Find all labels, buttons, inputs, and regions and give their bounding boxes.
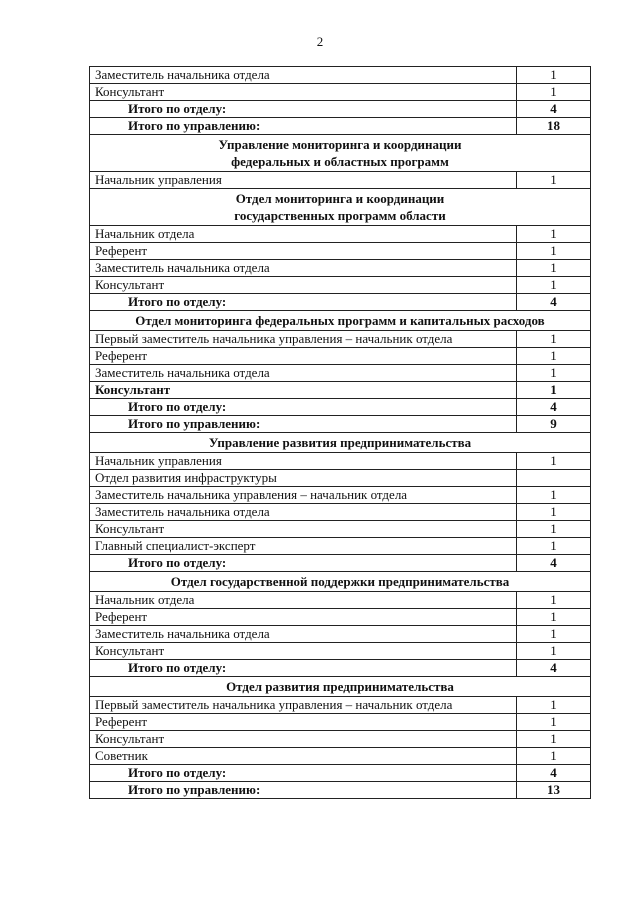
section-header (90, 135, 591, 172)
position-name: Консультант (90, 731, 517, 748)
total-row (90, 782, 591, 799)
position-name: Заместитель начальника отдела (90, 626, 517, 643)
position-count: 1 (517, 714, 591, 731)
total-count: 4 (517, 660, 591, 677)
position-name: Начальник управления (90, 453, 517, 470)
position-count: 1 (517, 609, 591, 626)
position-name: Референт (90, 243, 517, 260)
position-name: Консультант (90, 382, 517, 399)
position-name: Референт (90, 609, 517, 626)
staff-table (89, 66, 591, 799)
total-count: 4 (517, 294, 591, 311)
position-name: Первый заместитель начальника управления – начальник отдела (90, 697, 517, 714)
section-header-row (90, 189, 591, 226)
section-header-row (90, 677, 591, 697)
position-count: 1 (517, 453, 591, 470)
staff-table-body (90, 67, 591, 799)
position-name: Референт (90, 714, 517, 731)
position-row (90, 504, 591, 521)
position-count: 1 (517, 504, 591, 521)
section-header-line: Отдел государственной поддержки предпринимательства (170, 574, 510, 589)
position-row (90, 453, 591, 470)
position-count (517, 470, 591, 487)
position-row (90, 521, 591, 538)
total-label: Итого по отделу: (90, 294, 517, 311)
position-name: Заместитель начальника управления – начальник отдела (90, 487, 517, 504)
position-name: Начальник отдела (90, 226, 517, 243)
position-row (90, 277, 591, 294)
position-row (90, 609, 591, 626)
position-count: 1 (517, 643, 591, 660)
position-row (90, 470, 591, 487)
position-count: 1 (517, 592, 591, 609)
position-row (90, 243, 591, 260)
position-count: 1 (517, 697, 591, 714)
position-row (90, 348, 591, 365)
position-row (90, 382, 591, 399)
total-label: Итого по отделу: (90, 101, 517, 118)
position-count: 1 (517, 487, 591, 504)
section-header-line: Управление развития предпринимательства (208, 435, 472, 450)
position-name: Отдел развития инфраструктуры (90, 470, 517, 487)
position-name: Консультант (90, 521, 517, 538)
position-row (90, 538, 591, 555)
total-row (90, 399, 591, 416)
total-label: Итого по отделу: (90, 555, 517, 572)
total-row (90, 660, 591, 677)
total-label: Итого по управлению: (90, 118, 517, 135)
position-name: Первый заместитель начальника управления – начальник отдела (90, 331, 517, 348)
position-row (90, 260, 591, 277)
position-row (90, 748, 591, 765)
total-count: 4 (517, 765, 591, 782)
position-row (90, 487, 591, 504)
total-row (90, 101, 591, 118)
position-count: 1 (517, 84, 591, 101)
position-name: Референт (90, 348, 517, 365)
total-count: 4 (517, 101, 591, 118)
total-row (90, 118, 591, 135)
total-row (90, 765, 591, 782)
position-row (90, 714, 591, 731)
position-count: 1 (517, 731, 591, 748)
total-count: 13 (517, 782, 591, 799)
position-name: Заместитель начальника отдела (90, 67, 517, 84)
position-name: Начальник отдела (90, 592, 517, 609)
page-number: 2 (316, 34, 324, 49)
position-row (90, 172, 591, 189)
position-row (90, 592, 591, 609)
position-name: Заместитель начальника отдела (90, 260, 517, 277)
position-count: 1 (517, 538, 591, 555)
position-count: 1 (517, 382, 591, 399)
section-header-row (90, 135, 591, 172)
section-header-row (90, 311, 591, 331)
total-row (90, 416, 591, 433)
total-count: 9 (517, 416, 591, 433)
position-name: Заместитель начальника отдела (90, 504, 517, 521)
position-name: Начальник управления (90, 172, 517, 189)
total-label: Итого по управлению: (90, 416, 517, 433)
section-header-line: федеральных и областных программ (231, 154, 449, 169)
position-count: 1 (517, 521, 591, 538)
total-label: Итого по управлению: (90, 782, 517, 799)
total-label: Итого по отделу: (90, 399, 517, 416)
total-label: Итого по отделу: (90, 765, 517, 782)
position-count: 1 (517, 748, 591, 765)
position-row (90, 365, 591, 382)
position-count: 1 (517, 172, 591, 189)
section-header-line: Отдел мониторинга и координации (235, 191, 445, 206)
position-count: 1 (517, 365, 591, 382)
position-name: Консультант (90, 643, 517, 660)
section-header-line: Управление мониторинга и координации (218, 137, 462, 152)
total-count: 4 (517, 399, 591, 416)
position-row (90, 67, 591, 84)
total-row (90, 294, 591, 311)
total-row (90, 555, 591, 572)
position-row (90, 626, 591, 643)
position-row (90, 84, 591, 101)
position-name: Главный специалист-эксперт (90, 538, 517, 555)
position-name: Консультант (90, 84, 517, 101)
section-header-line: Отдел развития предпринимательства (226, 679, 454, 694)
position-row (90, 731, 591, 748)
position-count: 1 (517, 331, 591, 348)
section-header (90, 433, 591, 453)
position-row (90, 226, 591, 243)
section-header-row (90, 433, 591, 453)
section-header-line: государственных программ области (234, 208, 446, 223)
section-header (90, 189, 591, 226)
position-name: Советник (90, 748, 517, 765)
section-header-line: Отдел мониторинга федеральных программ и капитальных расходов (135, 313, 545, 328)
section-header (90, 572, 591, 592)
position-count: 1 (517, 243, 591, 260)
position-count: 1 (517, 626, 591, 643)
position-count: 1 (517, 348, 591, 365)
section-header (90, 677, 591, 697)
position-name: Заместитель начальника отдела (90, 365, 517, 382)
position-count: 1 (517, 67, 591, 84)
position-count: 1 (517, 277, 591, 294)
total-label: Итого по отделу: (90, 660, 517, 677)
position-name: Консультант (90, 277, 517, 294)
position-count: 1 (517, 226, 591, 243)
position-row (90, 643, 591, 660)
total-count: 18 (517, 118, 591, 135)
section-header-row (90, 572, 591, 592)
position-count: 1 (517, 260, 591, 277)
total-count: 4 (517, 555, 591, 572)
section-header (90, 311, 591, 331)
position-row (90, 697, 591, 714)
position-row (90, 331, 591, 348)
